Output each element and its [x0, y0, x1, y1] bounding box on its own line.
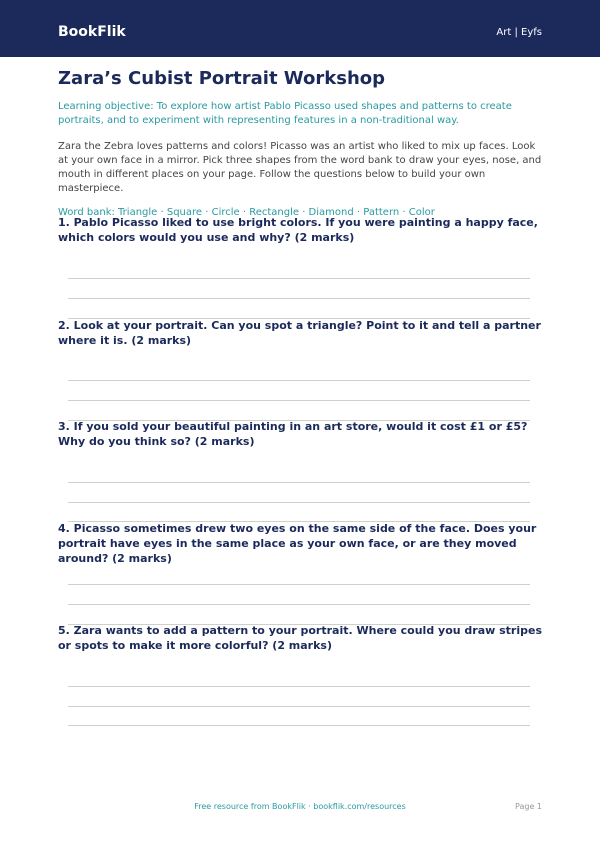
answer-line[interactable] [68, 278, 530, 279]
brand-logo[interactable]: BookFlik [58, 24, 126, 40]
page-title: Zara’s Cubist Portrait Workshop [58, 68, 386, 89]
question-2: 2. Look at your portrait. Can you spot a triangle? Point to it and tell a partner where it is. (2 marks) [58, 319, 541, 347]
footer-credit[interactable]: Free resource from BookFlik · bookflik.com/resources [194, 802, 406, 811]
answer-line[interactable] [68, 502, 530, 503]
question-3: 3. If you sold your beautiful painting in an art store, would it cost £1 or £5? Why do you think so? (2 marks) [58, 420, 528, 448]
answer-line[interactable] [68, 400, 530, 401]
page-number: Page 1 [515, 802, 542, 811]
answer-line[interactable] [68, 686, 530, 687]
header-bar [0, 0, 600, 57]
question-1: 1. Pablo Picasso liked to use bright colors. If you were painting a happy face, which colors would you use and why? (2 marks) [58, 216, 538, 244]
answer-line[interactable] [68, 482, 530, 483]
answer-line[interactable] [68, 725, 530, 726]
intro-section [58, 68, 542, 220]
question-5: 5. Zara wants to add a pattern to your portrait. Where could you draw stripes or spots to make it more colorful? (2 marks) [58, 624, 543, 652]
answer-line[interactable] [68, 706, 530, 707]
intro-paragraph: Zara the Zebra loves patterns and colors! Picasso was an artist who liked to mix up faces. Look at your own face in a mirror. Pick three shapes from the word bank to draw your eyes, nose, and mouth in different places on your page. Follow the questions below to build your own masterpiece. [58, 141, 542, 194]
answer-line[interactable] [68, 604, 530, 605]
word-bank: Word bank: Triangle · Square · Circle · Rectangle · Diamond · Pattern · Color [58, 207, 435, 218]
answer-line[interactable] [68, 584, 530, 585]
answer-line[interactable] [68, 380, 530, 381]
question-4: 4. Picasso sometimes drew two eyes on the same side of the face. Does your portrait have eyes in the same place as your own face, or are they moved around? (2 marks) [58, 522, 537, 565]
breadcrumb: Art | Eyfs [496, 27, 542, 38]
answer-line[interactable] [68, 298, 530, 299]
learning-objective: Learning objective: To explore how artist Pablo Picasso used shapes and patterns to create portraits, and to experiment with representing features in a non-traditional way. [58, 101, 512, 126]
